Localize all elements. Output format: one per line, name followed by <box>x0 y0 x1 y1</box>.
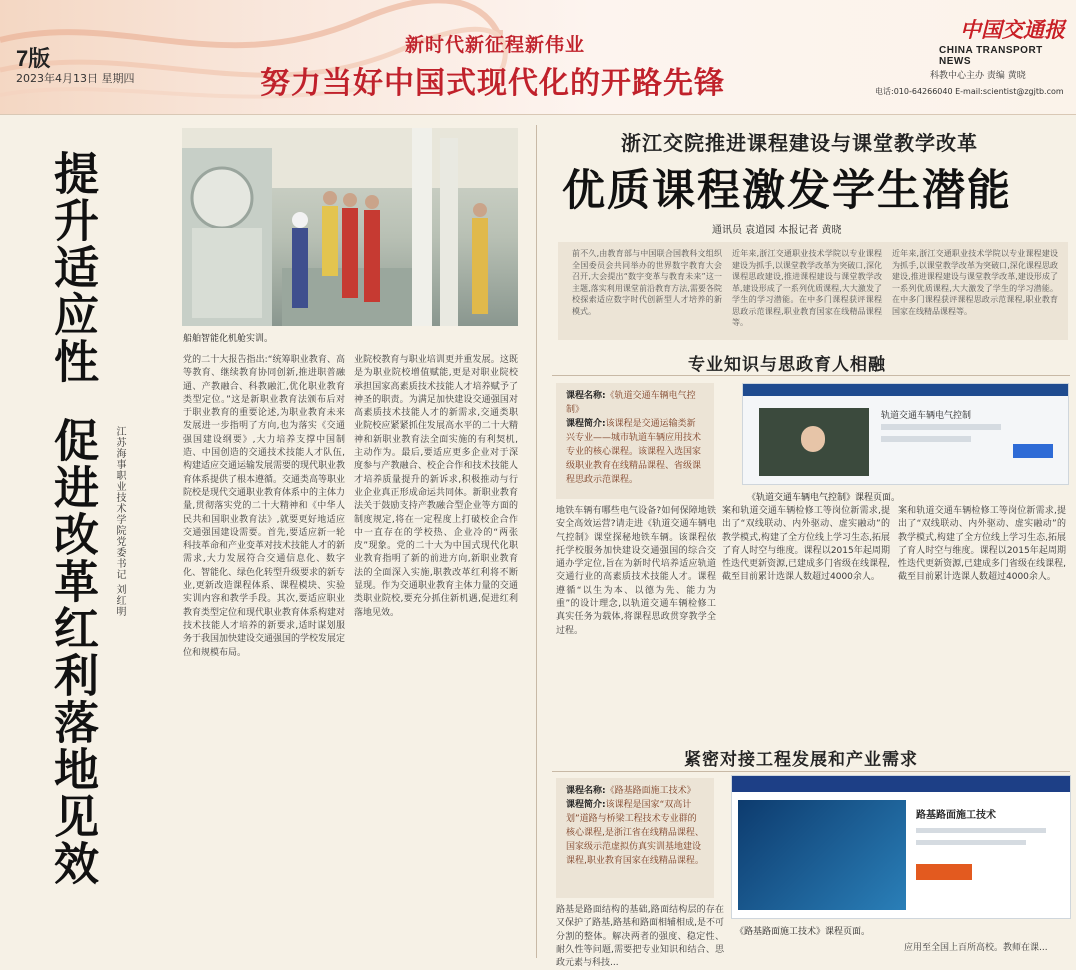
course-card-2-text <box>556 778 714 874</box>
section1-column-2: 案和轨道交通车辆检修工等岗位新需求,提出了“双线联动、内外驱动、虚实融动”的教学模式,构建了全方位线上学习生态,拓展了育人时空与维度。课程以2015年起周期性迭代更新资源,已建成多门省级在线课程,截至目前累计选课人数超过4000余人。 <box>722 506 890 583</box>
intro-box <box>558 242 1068 340</box>
intro-paragraph-2: 近年来,浙江交通职业技术学院以专业课程建设为抓手,以课堂教学改革为突破口,深化课程思政建设,推进课程建设与课堂教学改革,建设形成了一系列优质课程,大大激发了学生的学习潜能。在中多门课程获评课程思政示范课程,职业教育国家在线精品课程等。 <box>732 249 882 327</box>
intro-paragraph-1: 前不久,由教育部与中国联合国教科文组织全国委员会共同举办的世界数字教育大会召开,大会提出“数字变革与教育未来”这一主题,落实利用课堂前沿教育方法,需要各院校探索适应数字时代创新型人才培养的新模式。 <box>572 249 722 316</box>
right-article-headline: 优质课程激发学生潜能 <box>562 166 1012 216</box>
course-card-2 <box>556 778 714 898</box>
section-rule <box>552 375 1070 376</box>
section-heading-2: 紧密对接工程发展和产业需求 <box>684 750 918 770</box>
left-article-byline: 江苏海事职业技术学院党委书记 刘红明 <box>114 426 125 618</box>
join-course-button[interactable] <box>916 864 972 880</box>
left-article-column-1: 党的二十大报告指出:“统筹职业教育、高等教育、继续教育协同创新,推进职普融通、产教融合、科教融汇,优化职业教育类型定位。”这是新职业教育法颁布后对于职业教育的重要论述,为职业教育未来发展进一步指明了方向,也为落实《交通强国建设纲要》,大力培养支撑中国制造、中国创造的交通技术技能人才队伍,构建适应交通运输发展需要的现代职业教育体系提供了根本遵循。交通类高等职业院校是现代交通职业教育体系中的主体力量,贯彻落实党的二十大精神和《中华人民共和国职业教育法》,就要更好地适应交通强国建设需要。首先,要适应新一轮科技革命和产业变革对技术技能人才的新需求,大力发展符合交通信息化、数字化、智能化、绿色化转型升级要求的新专业,更新改造课程体系、课程模块、实验实训内容和教学手段。其次,要适应职业教育类型定位和现代职业教育体系构建对技术技能人才培养的新要求,适时谋划服务于我国加快建设交通强国的学校发展定位和规模布局。 <box>183 355 346 658</box>
screenshot-caption-2: 《路基路面施工技术》课程页面。 <box>735 927 871 937</box>
masthead <box>0 0 1076 115</box>
course-card-1-text <box>556 383 714 493</box>
column-divider <box>536 125 537 958</box>
course-name-label: 课程名称: <box>566 786 606 796</box>
course-page-screenshot-2 <box>731 775 1071 919</box>
platform-header-bar <box>732 776 1070 792</box>
left-article-title-a: 提升适应性 <box>46 150 99 385</box>
platform-course-title: 路基路面施工技术 <box>916 810 996 821</box>
editor-line: 科教中心主办 责编 黄晓 <box>930 71 1026 81</box>
section-heading-1: 专业知识与思政育人相融 <box>688 355 886 375</box>
contact-line: 电话:010-64266040 E-mail:scientist@zgjtb.com <box>875 87 1064 96</box>
left-article-column-2: 业院校教育与职业培训更并重发展。这既是为职业院校增值赋能,更是对职业院校承担国家高素质技术技能人才培养赋予了神圣的职责。为满足加快建设交通强国对高素质技术技能人才的新需求,交通类职业院校应紧紧抓住发展高水平的二十大精神和新职业教育法全面实施的有利契机,主动作为。最后,要适应更多企业对于深度参与产教融合、校企合作和技术技能人才培养质量提升的新诉求,积极推动与行业企业真正形成命运共同体。新职业教育法关于鼓励支持产教融合型企业等方面的制度规定,将在一定程度上打破校企合作中一直存在的学校热、企业冷的“两张皮”现象。党的二十大为中国式现代化职业教育指明了新的前进方向,新职业教育法的全面深入实施,职教改革红利将不断显现。作为交通职业教育主体力量的交通类职业院校,要充分抓住新机遇,促进红利落地见效。 <box>354 355 518 618</box>
newspaper-logo-en: CHINA TRANSPORT NEWS <box>939 45 1043 67</box>
course-banner-image <box>738 800 906 910</box>
enroll-button[interactable] <box>1013 444 1053 458</box>
left-article-title-b: 促进改革红利落地见效 <box>46 417 99 887</box>
masthead-headline: 努力当好中国式现代化的开路先锋 <box>260 66 725 101</box>
newspaper-logo: 中国交通报 <box>960 17 1065 42</box>
section2-column-3: 应用至全国上百所高校。教师在课... <box>904 943 1048 953</box>
course-brief-label: 课程简介: <box>566 800 606 810</box>
mooc-course-title: 轨道交通车辆电气控制 <box>881 411 972 421</box>
course-brief: 该课程是交通运输类新兴专业——城市轨道车辆应用技术专业的核心课程。该课程入选国家级职业教育在线精品课程、省级课程思政示范课程。 <box>566 419 702 485</box>
intro-paragraph-3: 近年来,浙江交通职业技术学院以专业课程建设为抓手,以课堂教学改革为突破口,深化课程思政建设,推进课程建设与课堂教学改革,建设形成了一系列优质课程,大大激发了学生的学习潜能。在中多门课程获评课程思政示范课程,职业教育国家在线精品课程等。 <box>892 249 1058 316</box>
course-name-label: 课程名称: <box>566 391 606 401</box>
section1-column-3: 案和轨道交通车辆检修工等岗位新需求,提出了“双线联动、内外驱动、虚实融动”的教学模式,构建了全方位线上学习生态,拓展了育人时空与维度。课程以2015年起周期性迭代更新资源,已建成多门省级在线课程,截至目前累计选课人数超过4000余人。 <box>898 506 1066 583</box>
course-card-1 <box>556 383 714 499</box>
section1-column-1: 地铁车辆有哪些电气设备?如何保障地铁安全高效运营?请走进《轨道交通车辆电气控制》课堂探秘地铁车辆。该课程依托学校服务加快建设交通强国的综合交通办学定位,旨在为新时代培养适应轨道交通行业的高素质技术技能人才。课程遵循“以生为本、以德为先、能力为重”的设计理念,以轨道交通车辆检修工真实任务为载体,将课程思政贯穿教学全过程。 <box>556 506 716 636</box>
page-number: 7版 <box>16 46 51 71</box>
right-article-byline: 通讯员 袁道园 本报记者 黄晓 <box>712 225 842 236</box>
section2-column-1: 路基是路面结构的基础,路面结构层的存在又保护了路基,路基和路面相辅相成,是不可分割的整体。解决两者的强度、稳定性、耐久性等问题,需要把专业知识和结合、思政元素与科技... <box>556 905 724 969</box>
masthead-kicker: 新时代新征程新伟业 <box>405 34 586 56</box>
section-rule <box>552 771 1070 772</box>
course-page-screenshot-1 <box>742 383 1069 485</box>
engine-room-illustration <box>182 128 518 326</box>
course-brief: 该课程是国家“双高计划”道路与桥梁工程技术专业群的核心课程,是浙江省在线精品课程、国家级示范虚拟仿真实训基地建设课程,职业教育国家在线精品课程。 <box>566 800 704 866</box>
course-name: 《路基路面施工技术》 <box>605 786 696 796</box>
right-article-subhead: 浙江交院推进课程建设与课堂教学改革 <box>621 131 978 155</box>
issue-date: 2023年4月13日 星期四 <box>16 72 135 85</box>
photo-caption: 船舶智能化机舱实训。 <box>183 334 274 344</box>
course-name: 《轨道交通车辆电气控制》 <box>566 391 696 415</box>
video-thumbnail <box>759 408 869 476</box>
engine-room-photo <box>182 128 518 326</box>
screenshot-caption-1: 《轨道交通车辆电气控制》课程页面。 <box>747 493 901 503</box>
course-brief-label: 课程简介: <box>566 419 606 429</box>
mooc-header-bar <box>743 384 1068 396</box>
